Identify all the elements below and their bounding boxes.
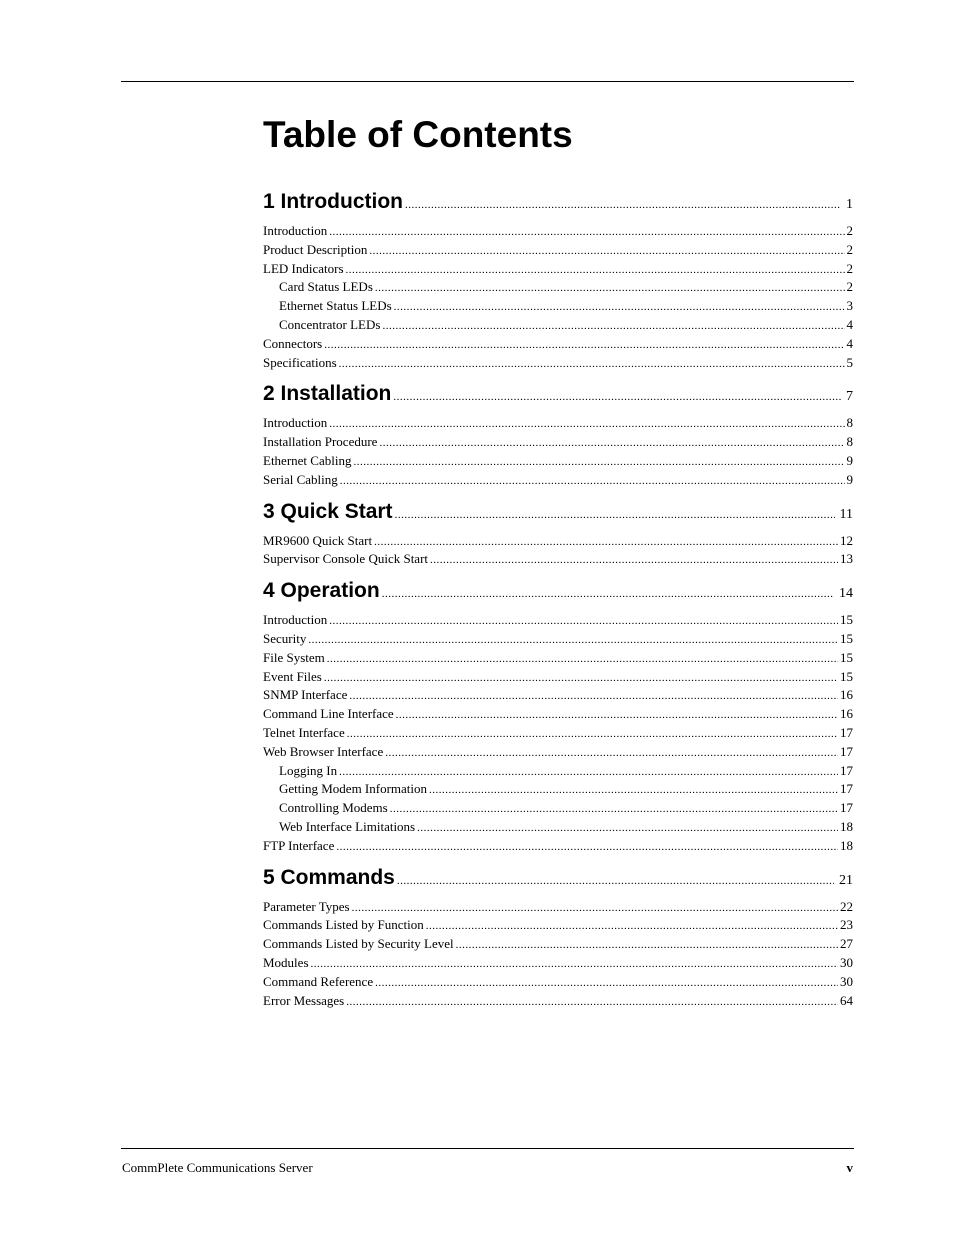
toc-entry[interactable] bbox=[263, 800, 853, 819]
dot-leader bbox=[417, 822, 838, 834]
toc-entry-page: 9 bbox=[846, 471, 853, 487]
toc-entry-title: Web Interface Limitations bbox=[279, 818, 416, 834]
toc-entry[interactable] bbox=[263, 781, 853, 800]
toc-entry-title: LED Indicators bbox=[263, 260, 344, 276]
toc-entry-title: SNMP Interface bbox=[263, 687, 348, 703]
toc-chapter-heading[interactable] bbox=[263, 382, 853, 412]
footer-document-title: CommPlete Communications Server bbox=[122, 1160, 313, 1175]
dot-leader bbox=[430, 554, 838, 566]
dot-leader bbox=[426, 920, 838, 932]
toc-entry-title: Card Status LEDs bbox=[279, 279, 373, 295]
toc-entry-page: 2 bbox=[846, 260, 853, 276]
toc-entry[interactable] bbox=[263, 355, 853, 374]
toc-entry-title: Web Browser Interface bbox=[263, 743, 384, 759]
toc-entry-page: 15 bbox=[840, 630, 853, 646]
toc-entry[interactable] bbox=[263, 415, 853, 434]
toc-entry[interactable] bbox=[263, 763, 853, 782]
toc-entry-title: Product Description bbox=[263, 241, 368, 257]
toc-entry[interactable] bbox=[263, 317, 853, 336]
dot-leader bbox=[336, 841, 838, 853]
dot-leader bbox=[396, 709, 838, 721]
toc-entry-page: 13 bbox=[840, 551, 853, 567]
toc-entry-title: Modules bbox=[263, 954, 309, 970]
toc-entry-title: Introduction bbox=[263, 612, 328, 628]
toc-entry-title: Getting Modem Information bbox=[279, 781, 428, 797]
toc-entry-title: Supervisor Console Quick Start bbox=[263, 551, 429, 567]
toc-entry[interactable] bbox=[263, 819, 853, 838]
toc-entry-page: 2 bbox=[846, 223, 853, 238]
toc-entry-title: Introduction bbox=[263, 415, 328, 431]
toc-entry-page: 15 bbox=[840, 612, 853, 628]
toc-entry[interactable] bbox=[263, 955, 853, 974]
footer-rule bbox=[121, 1148, 854, 1149]
toc-entry-title: FTP Interface bbox=[263, 837, 335, 853]
dot-leader bbox=[339, 358, 845, 370]
dot-leader bbox=[369, 245, 844, 257]
toc-entry-title: Error Messages bbox=[263, 992, 345, 1008]
dot-leader bbox=[329, 226, 844, 238]
dot-leader bbox=[329, 615, 838, 627]
toc-entry-page: 30 bbox=[840, 973, 853, 989]
toc-entry-page: 3 bbox=[846, 298, 853, 314]
toc-entry[interactable] bbox=[263, 936, 853, 955]
dot-leader bbox=[375, 282, 845, 294]
toc-entry[interactable] bbox=[263, 223, 853, 242]
toc-entry-page: 16 bbox=[840, 687, 853, 703]
toc-entry-title: Serial Cabling bbox=[263, 471, 338, 487]
toc-chapter-title: 2 Installation bbox=[263, 382, 392, 406]
toc-entry-title: Parameter Types bbox=[263, 898, 350, 914]
footer-page-number: v bbox=[846, 1160, 853, 1175]
dot-leader bbox=[394, 301, 845, 313]
toc-entry[interactable] bbox=[263, 669, 853, 688]
toc-entry[interactable] bbox=[263, 706, 853, 725]
toc-entry[interactable] bbox=[263, 725, 853, 744]
header-rule bbox=[121, 81, 854, 82]
dot-leader bbox=[385, 747, 838, 759]
toc-entry-title: Logging In bbox=[279, 762, 338, 778]
toc-entry-page: 27 bbox=[840, 936, 853, 952]
dot-leader bbox=[429, 784, 838, 796]
dot-leader bbox=[397, 875, 834, 887]
toc-chapter-page: 7 bbox=[846, 389, 853, 405]
toc-entry[interactable] bbox=[263, 242, 853, 261]
toc-entry-title: Commands Listed by Security Level bbox=[263, 936, 454, 952]
toc-chapter bbox=[263, 382, 853, 490]
toc-chapter-heading[interactable] bbox=[263, 866, 853, 896]
toc-entry-title: Installation Procedure bbox=[263, 434, 378, 450]
table-of-contents bbox=[263, 190, 853, 1020]
toc-entry-page: 9 bbox=[846, 452, 853, 468]
dot-leader bbox=[374, 536, 838, 548]
toc-entry-title: Ethernet Status LEDs bbox=[279, 298, 392, 314]
toc-entry-page: 18 bbox=[840, 837, 853, 853]
dot-leader bbox=[353, 456, 844, 468]
dot-leader bbox=[395, 509, 835, 521]
toc-chapter-heading[interactable] bbox=[263, 579, 853, 609]
dot-leader bbox=[382, 588, 834, 600]
toc-entry[interactable] bbox=[263, 899, 853, 918]
toc-entry-title: Introduction bbox=[263, 223, 328, 238]
dot-leader bbox=[339, 766, 838, 778]
toc-entry-title: Connectors bbox=[263, 335, 323, 351]
dot-leader bbox=[324, 672, 838, 684]
toc-entry-title: Event Files bbox=[263, 668, 322, 684]
toc-entry-page: 30 bbox=[840, 954, 853, 970]
dot-leader bbox=[393, 391, 841, 403]
toc-entry[interactable] bbox=[263, 974, 853, 993]
toc-entry-title: Security bbox=[263, 630, 307, 646]
dot-leader bbox=[349, 690, 838, 702]
dot-leader bbox=[456, 939, 838, 951]
toc-entry-page: 23 bbox=[840, 917, 853, 933]
toc-entry-page: 8 bbox=[846, 434, 853, 450]
toc-entry-page: 12 bbox=[840, 532, 853, 548]
toc-chapter-heading[interactable] bbox=[263, 190, 853, 220]
dot-leader bbox=[405, 199, 841, 211]
toc-chapter-page: 1 bbox=[846, 197, 853, 212]
toc-entry[interactable] bbox=[263, 838, 853, 857]
toc-entry-page: 16 bbox=[840, 706, 853, 722]
toc-entry-title: Commands Listed by Function bbox=[263, 917, 424, 933]
toc-entry[interactable] bbox=[263, 650, 853, 669]
toc-entry-page: 2 bbox=[846, 241, 853, 257]
dot-leader bbox=[346, 264, 845, 276]
toc-entry-page: 4 bbox=[846, 335, 853, 351]
toc-entry[interactable] bbox=[263, 261, 853, 280]
toc-entry[interactable] bbox=[263, 298, 853, 317]
toc-entry-page: 17 bbox=[840, 800, 853, 816]
toc-entry-title: Concentrator LEDs bbox=[279, 316, 381, 332]
toc-entry[interactable] bbox=[263, 917, 853, 936]
dot-leader bbox=[352, 902, 838, 914]
page-title: Table of Contents bbox=[263, 114, 573, 155]
toc-entry[interactable] bbox=[263, 533, 853, 552]
toc-entry-title: MR9600 Quick Start bbox=[263, 532, 373, 548]
toc-entry[interactable] bbox=[263, 472, 853, 491]
toc-chapter-heading[interactable] bbox=[263, 500, 853, 530]
toc-chapter-title: 5 Commands bbox=[263, 865, 395, 889]
toc-entry-page: 8 bbox=[846, 415, 853, 431]
toc-entry-title: Ethernet Cabling bbox=[263, 452, 352, 468]
toc-entry-title: Specifications bbox=[263, 354, 337, 370]
toc-chapter-page: 11 bbox=[839, 506, 853, 522]
toc-entry[interactable] bbox=[263, 687, 853, 706]
toc-entry-page: 64 bbox=[840, 992, 853, 1008]
dot-leader bbox=[382, 320, 844, 332]
toc-entry[interactable] bbox=[263, 434, 853, 453]
toc-entry-page: 17 bbox=[840, 724, 853, 740]
toc-entry-page: 15 bbox=[840, 668, 853, 684]
toc-entry-page: 15 bbox=[840, 649, 853, 665]
toc-entry[interactable] bbox=[263, 336, 853, 355]
dot-leader bbox=[329, 418, 844, 430]
toc-entry[interactable] bbox=[263, 612, 853, 631]
toc-chapter bbox=[263, 190, 853, 373]
toc-chapter bbox=[263, 579, 853, 856]
toc-chapter-title: 4 Operation bbox=[263, 579, 380, 603]
toc-entry-page: 17 bbox=[840, 781, 853, 797]
toc-entry-title: File System bbox=[263, 649, 325, 665]
toc-chapter-page: 21 bbox=[839, 872, 853, 888]
toc-chapter-title: 1 Introduction bbox=[263, 190, 403, 213]
toc-entry[interactable] bbox=[263, 453, 853, 472]
toc-chapter bbox=[263, 500, 853, 571]
dot-leader bbox=[379, 437, 844, 449]
toc-entry[interactable] bbox=[263, 279, 853, 298]
dot-leader bbox=[311, 958, 839, 970]
toc-chapter-page: 14 bbox=[839, 586, 853, 602]
toc-entry-page: 2 bbox=[846, 279, 853, 295]
dot-leader bbox=[324, 339, 844, 351]
dot-leader bbox=[347, 728, 838, 740]
toc-entry-page: 4 bbox=[846, 316, 853, 332]
dot-leader bbox=[390, 803, 838, 815]
toc-entry-title: Controlling Modems bbox=[279, 800, 388, 816]
dot-leader bbox=[375, 977, 838, 989]
toc-entry[interactable] bbox=[263, 551, 853, 570]
toc-entry[interactable] bbox=[263, 993, 853, 1012]
toc-entry-title: Telnet Interface bbox=[263, 724, 345, 740]
toc-entry-title: Command Line Interface bbox=[263, 706, 394, 722]
toc-entry-title: Command Reference bbox=[263, 973, 374, 989]
toc-chapter-title: 3 Quick Start bbox=[263, 499, 393, 523]
dot-leader bbox=[308, 634, 838, 646]
dot-leader bbox=[327, 653, 838, 665]
toc-entry[interactable] bbox=[263, 631, 853, 650]
dot-leader bbox=[346, 996, 838, 1008]
toc-entry-page: 5 bbox=[846, 354, 853, 370]
toc-entry[interactable] bbox=[263, 744, 853, 763]
toc-entry-page: 17 bbox=[840, 762, 853, 778]
toc-chapter bbox=[263, 866, 853, 1012]
toc-entry-page: 17 bbox=[840, 743, 853, 759]
toc-entry-page: 22 bbox=[840, 898, 853, 914]
toc-entry-page: 18 bbox=[840, 818, 853, 834]
dot-leader bbox=[340, 475, 845, 487]
